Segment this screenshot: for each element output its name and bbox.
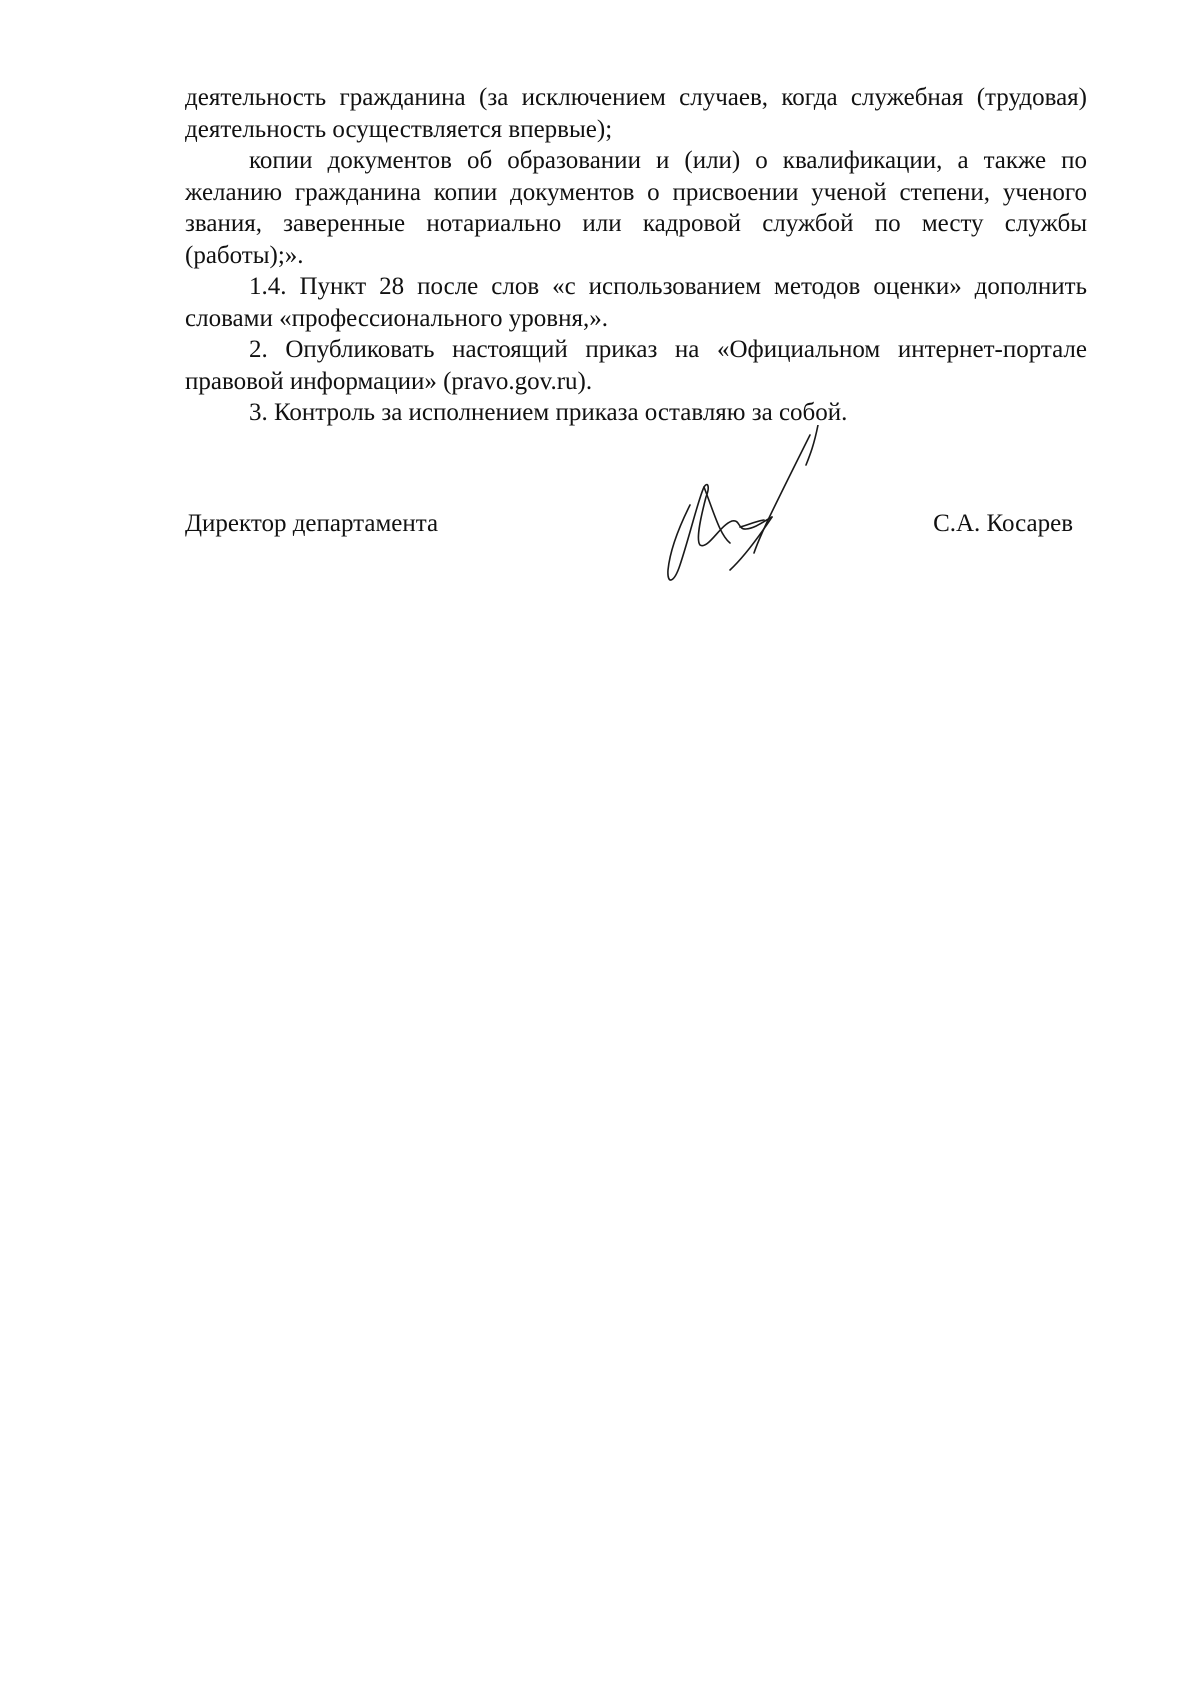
paragraph-item-2: 2. Опубликовать настоящий приказ на «Официальном интернет-портале правовой информации» (pravo.gov.ru). — [185, 336, 1087, 395]
document-body — [185, 82, 1087, 429]
paragraph-item-3: 3. Контроль за исполнением приказа оставляю за собой. — [249, 399, 848, 426]
paragraph-item-1-4: 1.4. Пункт 28 после слов «с использованием методов оценки» дополнить словами «профессионального уровня,». — [185, 273, 1087, 332]
signer-position: Директор департамента — [185, 510, 439, 537]
paragraph-education-copies: копии документов об образовании и (или) о квалификации, а также по желанию гражданина копии документов о присвоении ученой степени, ученого звания, заверенные нотариально или кадровой службой по месту службы (работы);». — [185, 147, 1087, 269]
paragraph-activity-note: деятельность гражданина (за исключением случаев, когда служебная (трудовая) деятельность осуществляется впервые); — [185, 84, 1087, 143]
signature-block — [185, 508, 1087, 548]
signer-name: С.А. Косарев — [933, 510, 1073, 537]
